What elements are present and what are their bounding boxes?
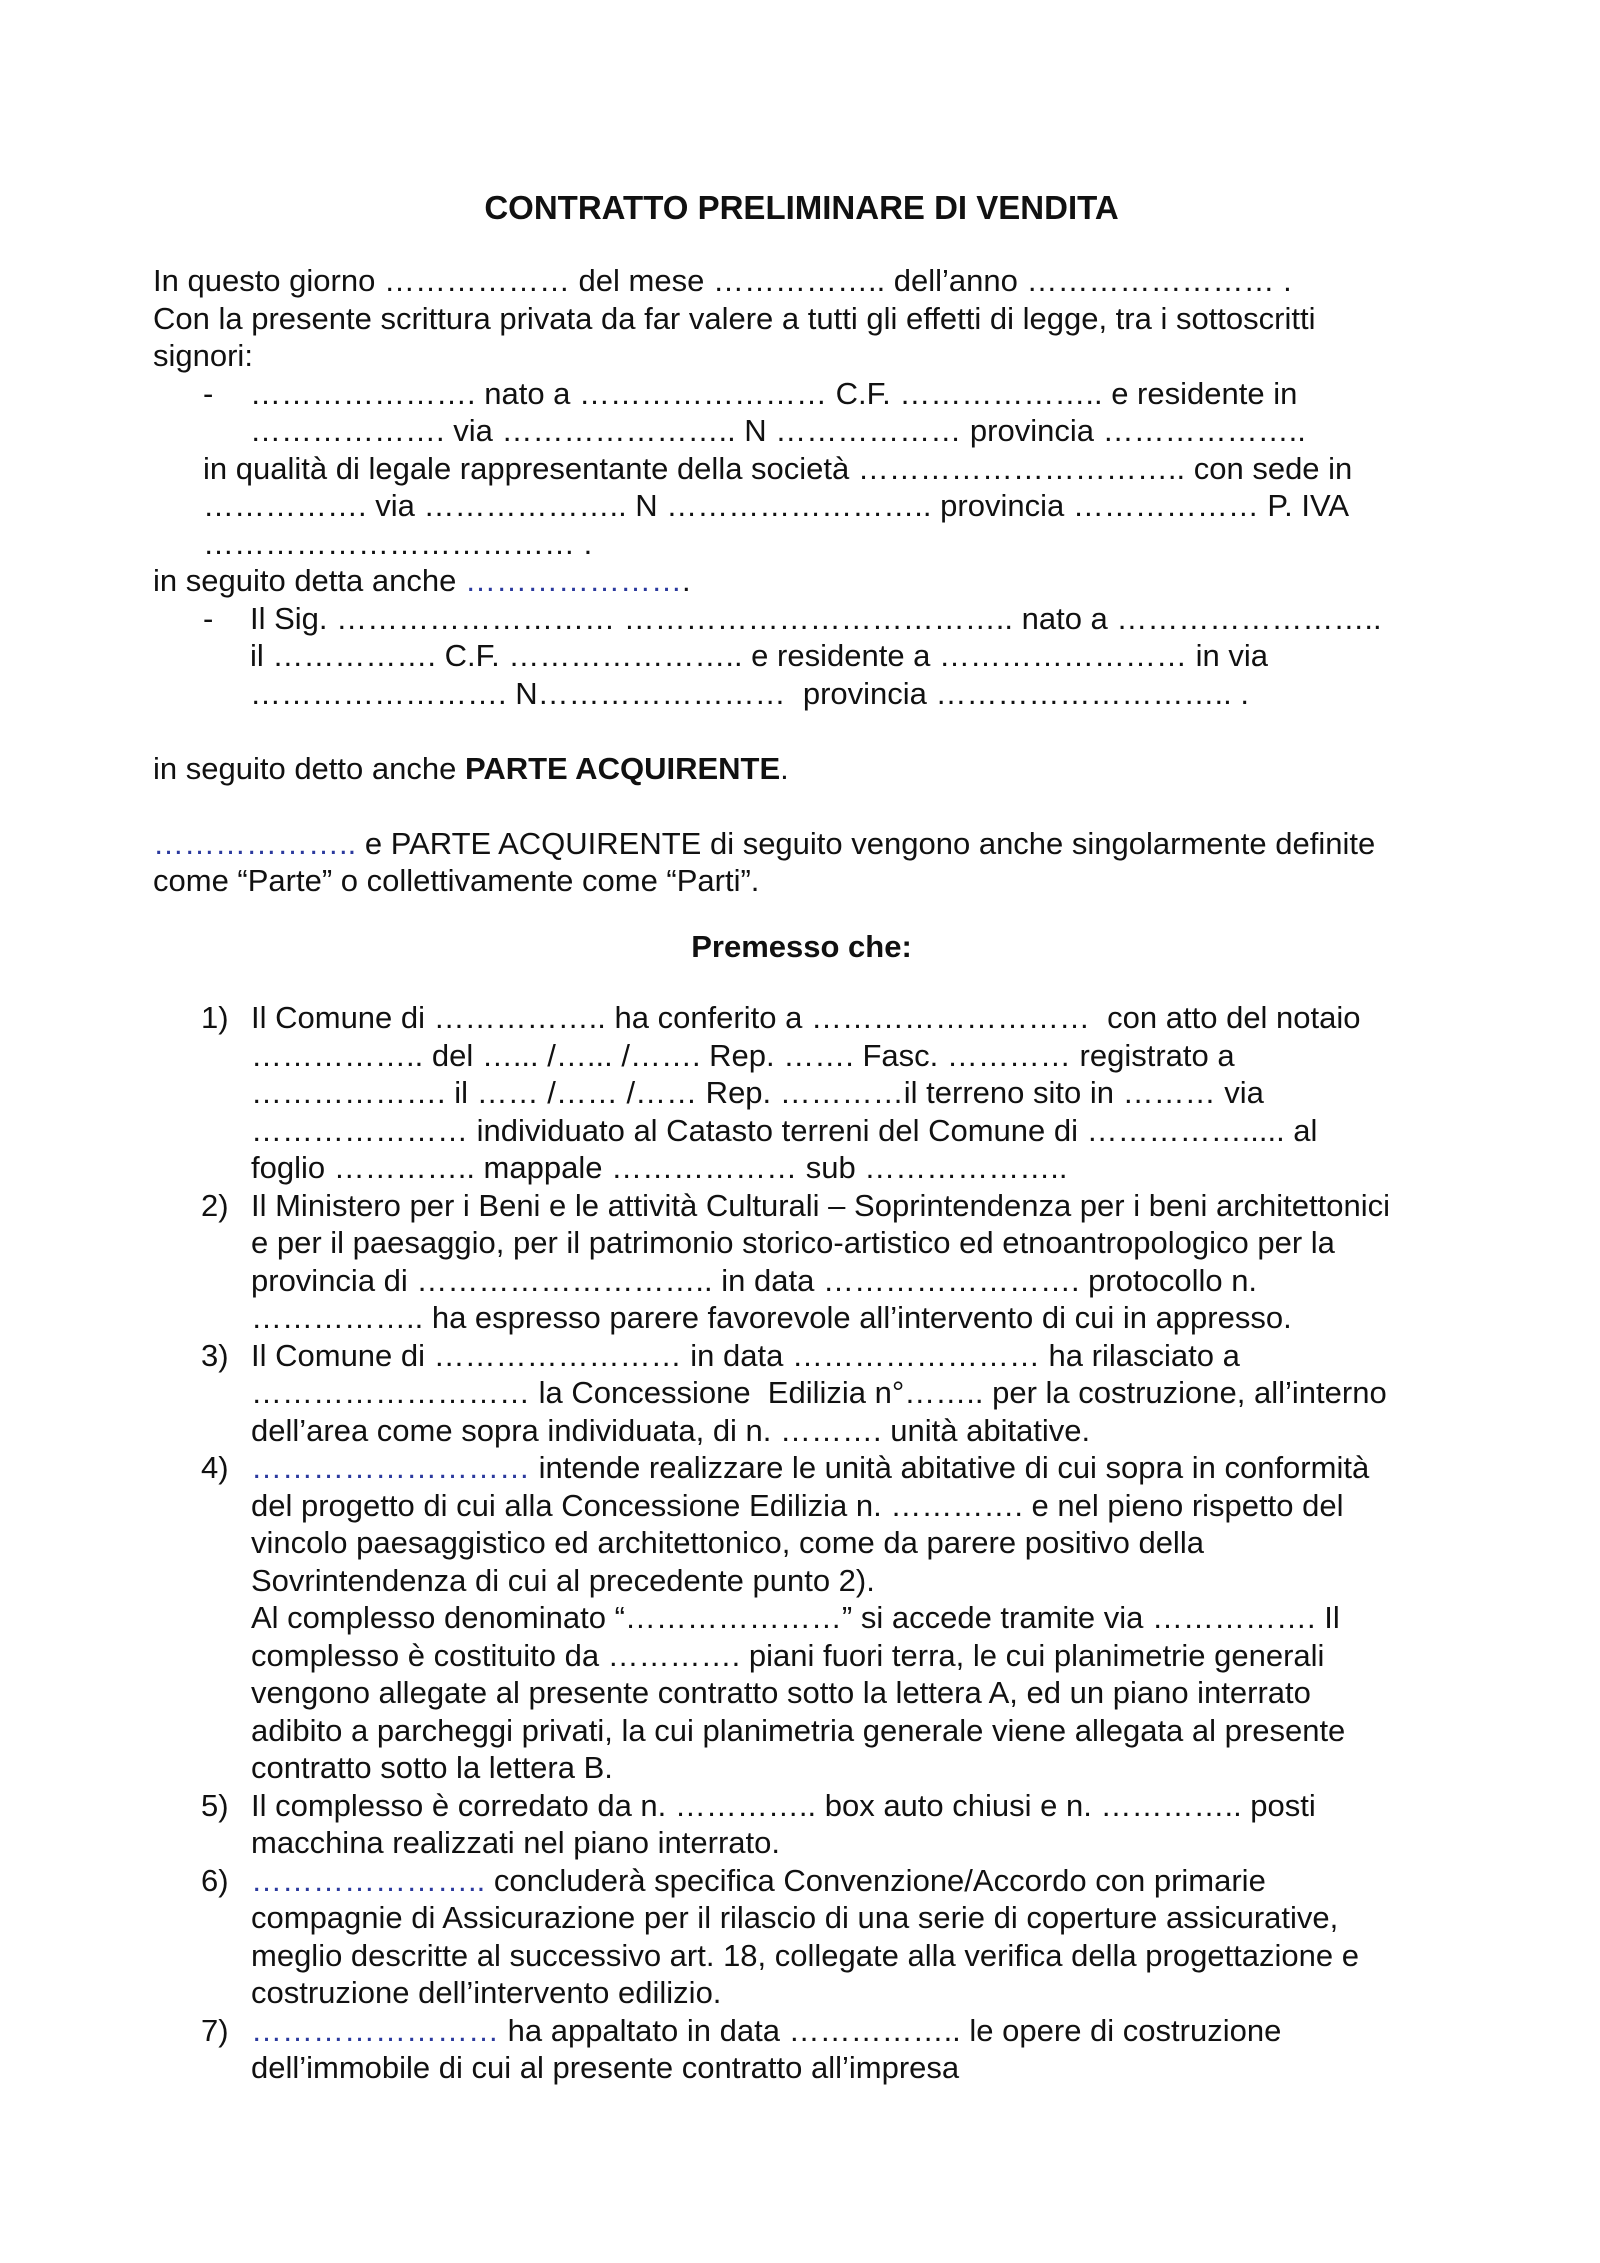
premessa-text [251, 1337, 1450, 1450]
premessa-line: dell’area come sopra individuata, di n. ………. unità abitative. [251, 1412, 1091, 1448]
buyer-alias [153, 750, 1450, 788]
party-line: in qualità di legale rappresentante della società ………………………….. con sede in [203, 450, 1353, 486]
premessa-line: macchina realizzati nel piano interrato. [251, 1825, 780, 1860]
premessa-line: ………………… individuato al Catasto terreni del Comune di ……………..... al [251, 1112, 1318, 1148]
buyer-alias-prefix: in seguito detto anche [153, 750, 465, 786]
premessa-number: 2) [201, 1187, 229, 1223]
parti-definition-line2: come “Parte” o collettivamente come “Parti”. [153, 863, 760, 898]
seller-alias-suffix: . [681, 563, 691, 598]
premessa-line: costruzione dell’intervento edilizio. [251, 1975, 722, 2010]
premessa-line: ………………. il …… /…… /…… Rep. …………il terreno sito in ……… via [251, 1075, 1264, 1110]
spacer [153, 787, 1450, 825]
premessa-item [201, 1337, 1450, 1450]
premessa-text [251, 1187, 1450, 1337]
blank-leader: ………………….. [251, 1862, 486, 1898]
premessa-line: …………….. del …... /…... /……. Rep. ……. Fasc. ………… registrato a [251, 1037, 1235, 1073]
party-seller [203, 375, 1450, 563]
premessa-item [201, 1787, 1450, 1862]
premessa-line: meglio descritte al successivo art. 18, collegate alla verifica della progettazione e [251, 1937, 1359, 1973]
premessa-line: ……………………… intende realizzare le unità abitative di cui sopra in conformità [251, 1450, 1370, 1485]
premessa-item [201, 2012, 1450, 2087]
premessa-number: 1) [201, 1000, 229, 1035]
spacer [153, 712, 1450, 750]
premessa-item [201, 1187, 1450, 1337]
buyer-alias-suffix: . [780, 750, 789, 786]
premessa-text [251, 999, 1450, 1187]
premessa-line: …………………… ha appaltato in data …………….. le opere di costruzione [251, 2012, 1282, 2048]
parti-definition [153, 825, 1450, 863]
premessa-line: Il complesso è corredato da n. ………….. box auto chiusi e n. ………….. posti [251, 1787, 1316, 1823]
parti-blank: ……………….. [153, 825, 357, 861]
premessa-line: foglio ………….. mappale ……………… sub ……………….. [251, 1150, 1068, 1185]
seller-alias-prefix: in seguito detta anche [153, 563, 465, 598]
parti-text: e PARTE ACQUIRENTE di seguito vengono anche singolarmente definite [356, 825, 1376, 861]
premessa-number: 5) [201, 1787, 229, 1823]
premessa-line: complesso è costituito da …………. piani fuori terra, le cui planimetrie generali [251, 1637, 1325, 1673]
party-buyer [203, 600, 1450, 713]
premessa-line: ……………………… la Concessione Edilizia n°…….. per la costruzione, all’interno [251, 1375, 1387, 1410]
list-dash: - [203, 600, 214, 636]
premessa-line: Il Ministero per i Beni e le attività Culturali – Soprintendenza per i beni architettonici [251, 1187, 1390, 1223]
premessa-text [251, 1787, 1450, 1862]
premessa-line: Il Comune di …………………… in data …………………… ha rilasciato a [251, 1337, 1240, 1373]
party-line: il ……………. C.F. ………………….. e residente a …………………… in via [250, 638, 1269, 673]
premessa-number: 3) [201, 1337, 229, 1373]
party-line: …………………. nato a …………………… C.F. ……………….. e residente in [250, 375, 1298, 411]
blank-leader: ……………………… [251, 1450, 530, 1485]
premessa-line: del progetto di cui alla Concessione Edilizia n. …………. e nel pieno rispetto del [251, 1487, 1344, 1523]
intro [153, 262, 1450, 375]
premessa-line: …………….. ha espresso parere favorevole all’intervento di cui in appresso. [251, 1300, 1292, 1335]
seller-alias-blank: ………………… [464, 563, 682, 598]
premessa-line: Sovrintendenza di cui al precedente punto 2). [251, 1562, 875, 1598]
premessa-line: ………………….. concluderà specifica Convenzione/Accordo con primarie [251, 1862, 1266, 1898]
list-dash: - [203, 375, 214, 411]
party-line: ………………. via ………………….. N ……………… provincia ……………….. [250, 413, 1306, 448]
party-line: ……………………………… . [203, 525, 593, 561]
premessa-line: contratto sotto la lettera B. [251, 1750, 613, 1785]
intro-line: In questo giorno ……………… del mese …………….. dell’anno …………………… . [153, 263, 1292, 298]
premessa-line: Al complesso denominato “…………………” si accede tramite via ……………. Il [251, 1600, 1340, 1635]
document-title: CONTRATTO PRELIMINARE DI VENDITA [484, 189, 1119, 226]
premessa-number: 6) [201, 1862, 229, 1898]
premessa-item [201, 1862, 1450, 2012]
premessa-line: vincolo paesaggistico ed architettonico, come da parere positivo della [251, 1525, 1204, 1560]
premesse-list [153, 999, 1450, 2087]
premessa-line: dell’immobile di cui al presente contratto all’impresa [251, 2050, 960, 2085]
premesso-title: Premesso che: [691, 928, 912, 964]
premessa-item [201, 1449, 1450, 1787]
intro-line: Con la presente scrittura privata da far valere a tutti gli effetti di legge, tra i sottoscritti [153, 300, 1316, 336]
premessa-line: e per il paesaggio, per il patrimonio storico-artistico ed etnoantropologico per la [251, 1225, 1335, 1260]
seller-alias [153, 562, 1450, 600]
party-line: ……………. via ……………….. N …………………….. provincia ……………… P. IVA [203, 488, 1350, 523]
premessa-line: Il Comune di …………….. ha conferito a ……………………… con atto del notaio [251, 1000, 1361, 1035]
premessa-line: compagnie di Assicurazione per il rilascio di una serie di coperture assicurative, [251, 1900, 1339, 1935]
premessa-text [251, 1862, 1450, 2012]
party-line: ……………………. N…………………… provincia ……………………….. . [250, 675, 1249, 711]
premessa-text [251, 2012, 1450, 2087]
buyer-alias-bold: PARTE ACQUIRENTE [464, 750, 781, 786]
premessa-number: 4) [201, 1450, 229, 1485]
premessa-line: adibito a parcheggi privati, la cui planimetria generale viene allegata al presente [251, 1712, 1346, 1748]
blank-leader: …………………… [251, 2012, 499, 2048]
premessa-number: 7) [201, 2012, 229, 2048]
party-line: Il Sig. ……………………… ……………………………….. nato a …………………….. [250, 600, 1382, 636]
intro-line: signori: [153, 338, 253, 373]
premessa-item [201, 999, 1450, 1187]
premessa-line: provincia di ……………………….. in data ……………………. protocollo n. [251, 1262, 1258, 1298]
premessa-line: vengono allegate al presente contratto sotto la lettera A, ed un piano interrato [251, 1675, 1311, 1710]
premessa-text [251, 1449, 1450, 1787]
